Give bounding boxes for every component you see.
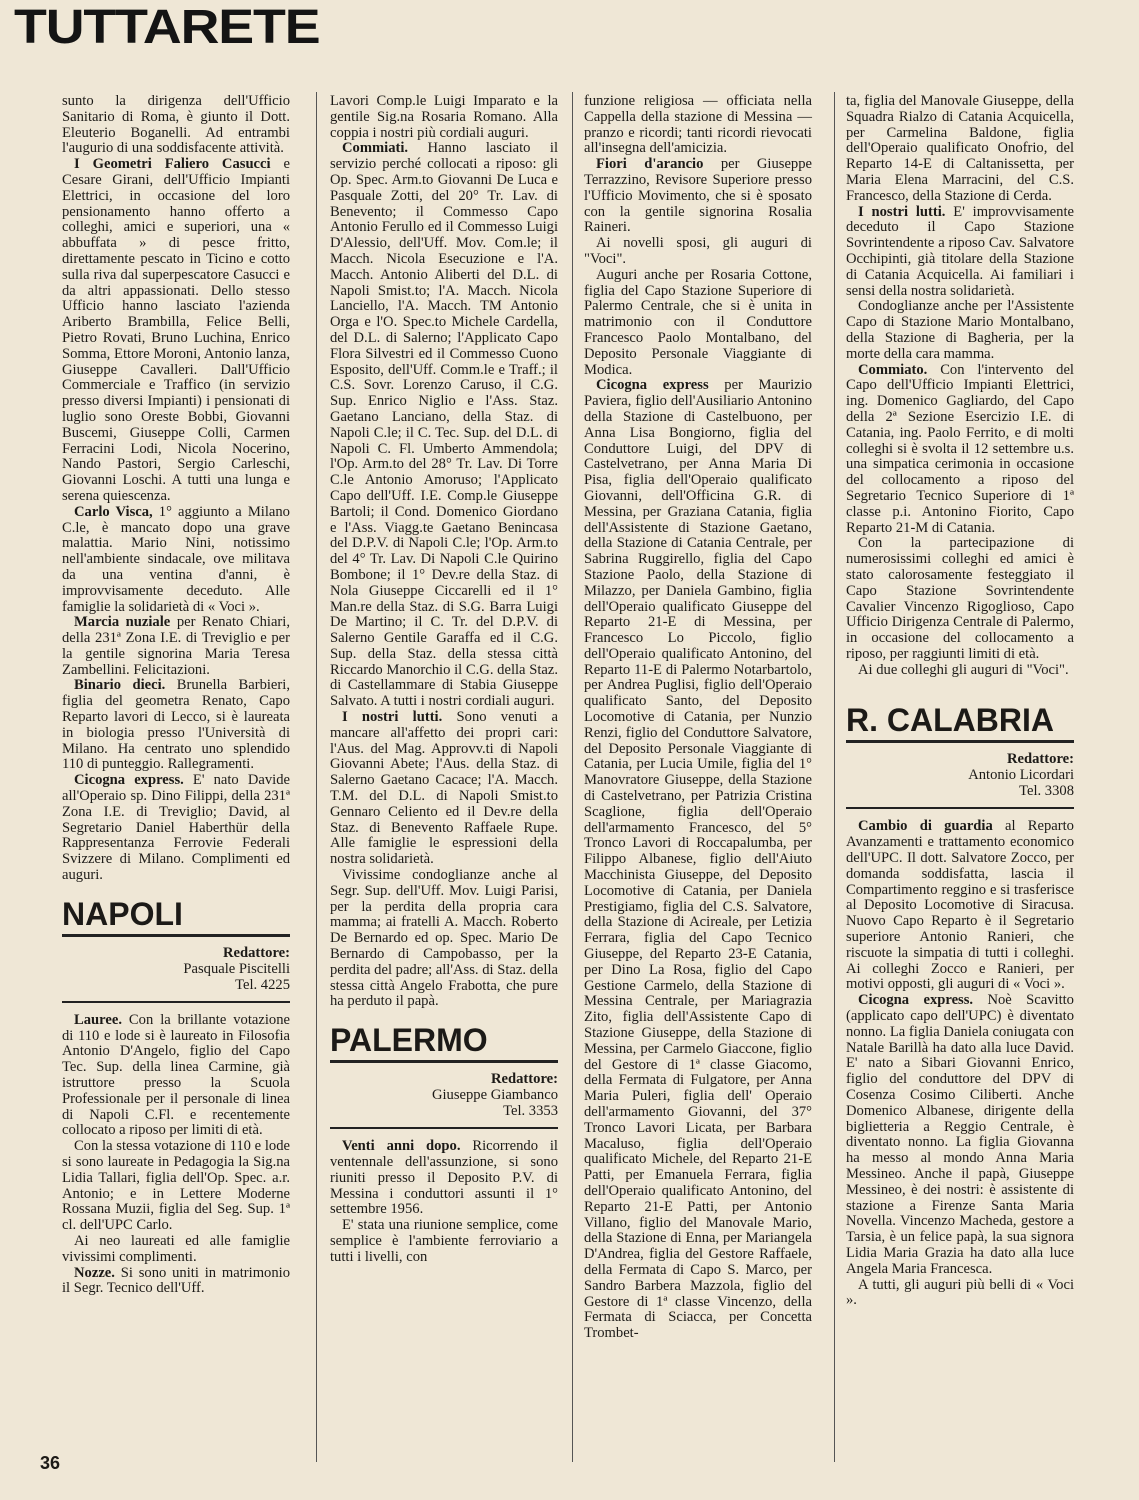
paragraph-lead: Carlo Visca, xyxy=(74,503,153,520)
paragraph: Lauree. Con la brillante votazione di 110 e lode si è laureato in Filosofia Antonio D'Angelo, figlio del Capo Tec. Sup. della linea Carmine, già istruttore presso la Scuola Professionale per il personale di linea di Napoli C.Fl. e recentemente collocato a riposo per limiti di età. xyxy=(62,1011,290,1139)
paragraph: I nostri lutti. E' improvvisamente deceduto il Capo Stazione Sovrintendente a riposo Cav. Salvatore Occhipinti, già titolare della Stazione di Catania Acquicella. Ai familiari i sensi della nostra solidarietà. xyxy=(846,203,1074,299)
paragraph: Ai due colleghi gli auguri di "Voci". xyxy=(858,661,1069,678)
magazine-header-title: TUTTARETE xyxy=(14,1,320,54)
paragraph: ta, figlia del Manovale Giuseppe, della Squadra Rialzo di Catania Acquicella, per Carmelina Baldone, figlia dell'Operaio qualificato Onofrio, del Reparto 14-E di Caltanissetta, per Maria Elena Marracini, del C.S. Francesco, della Stazione di Cerda. xyxy=(846,93,1074,204)
editor-tel: Tel. 3353 xyxy=(503,1103,558,1120)
column-divider xyxy=(834,92,835,1462)
paragraph: Lavori Comp.le Luigi Imparato e la gentile Sig.na Rosaria Romano. Alla coppia i nostri più cordiali auguri. xyxy=(330,93,558,141)
paragraph: Ai neo laureati ed alle famiglie vivissimi complimenti. xyxy=(62,1233,290,1265)
paragraph-lead: Commiato. xyxy=(858,361,928,378)
paragraph: Vivissime condoglianze anche al Segr. Sup. dell'Uff. Mov. Luigi Parisi, per la perdita della propria cara mamma; ai fratelli A. Macch. Roberto De Bernardo ed op. Spec. Mario De Bernardo di Campobasso, per la perdita del padre; all'Ass. di Staz. della stessa città Angelo Frabotta, che pure ha perduto il papà. xyxy=(330,867,558,1010)
paragraph: Venti anni dopo. Ricorrendo il ventennale dell'assunzione, si sono riuniti presso il Deposito P.V. di Messina i conduttori assunti il 1° settembre 1956. xyxy=(330,1138,558,1218)
paragraph-lead: Cicogna express. xyxy=(74,772,184,789)
section-title-calabria: R. CALABRIA xyxy=(846,702,1054,739)
paragraph: Ai novelli sposi, gli auguri di "Voci". xyxy=(584,235,812,267)
column-4 xyxy=(846,94,1074,1309)
paragraph-lead: I Geometri Faliero Casucci xyxy=(74,156,271,173)
editor-label: Redattore: xyxy=(1007,751,1074,768)
editor-label: Redattore: xyxy=(491,1071,558,1088)
editor-name: Pasquale Piscitelli xyxy=(183,960,290,977)
section-title-palermo: PALERMO xyxy=(330,1022,488,1059)
editor-rule xyxy=(846,807,1074,809)
page-number: 36 xyxy=(40,1453,61,1473)
paragraph: Con la stessa votazione di 110 e lode si sono laureate in Pedagogia la Sig.na Lidia Tallari, figlia dell'Op. Spec. a.r. Antonio; e in Lettere Moderne Rossana Muzii, figlia del Seg. Sup. 1ª cl. dell'UPC Carlo. xyxy=(62,1138,290,1234)
paragraph-lead: Commiati. xyxy=(342,140,409,157)
editor-rule xyxy=(330,1127,558,1129)
paragraph: Binario dieci. Brunella Barbieri, figlia del geometra Renato, Capo Reparto lavori di Lecco, si è laureata in biologia presso l'Università di Milano. Ha centrato uno splendido 110 di punteggio. Rallegramenti. xyxy=(62,677,290,773)
paragraph-lead: I nostri lutti. xyxy=(858,203,946,220)
editor-block xyxy=(846,751,1074,799)
paragraph: Nozze. Si sono uniti in matrimonio il Segr. Tecnico dell'Uff. xyxy=(62,1264,290,1297)
paragraph-lead: Marcia nuziale xyxy=(74,614,171,631)
section-rule xyxy=(330,1060,558,1063)
editor-block xyxy=(62,945,290,993)
paragraph-lead: Lauree. xyxy=(74,1011,122,1028)
paragraph-lead: Nozze. xyxy=(74,1264,115,1281)
paragraph: E' stata una riunione semplice, come semplice è l'ambiente ferroviario a tutti i livelli, con xyxy=(330,1217,558,1265)
paragraph-lead: Cambio di guardia xyxy=(858,818,993,835)
editor-tel: Tel. 3308 xyxy=(1019,783,1074,800)
editor-name: Antonio Licordari xyxy=(968,767,1074,784)
editor-rule xyxy=(62,1001,290,1003)
section-calabria xyxy=(846,702,1074,809)
paragraph: Cicogna express. E' nato Davide all'Operaio sp. Dino Filippi, della 231ª Zona I.E. di Treviglio; David, al Segretario Daniel Haberthür della Rappresentanza Ferrovie Federali Svizzere di Milano. Complimenti ed auguri. xyxy=(62,772,290,884)
paragraph-lead: Fiori d'arancio xyxy=(596,156,704,173)
paragraph: Con la partecipazione di numerosissimi colleghi ed amici è stato calorosamente festeggiato il Capo Stazione Sovrintendente Cavalier Vincenzo Rigoglioso, Capo Ufficio Dirigenza Centrale di Palermo, in occasione del collocamento a riposo, per raggiunti limiti di età. xyxy=(846,535,1074,662)
column-divider xyxy=(316,92,317,1462)
column-3 xyxy=(584,94,812,1342)
column-divider xyxy=(572,92,573,1462)
paragraph: A tutti, gli auguri più belli di « Voci ». xyxy=(846,1276,1074,1309)
section-rule xyxy=(62,934,290,937)
column-2 xyxy=(330,94,558,1266)
editor-name: Giuseppe Giambanco xyxy=(431,1087,558,1104)
paragraph: Cicogna express. Noè Scavitto (applicato capo dell'UPC) è diventato nonno. La figlia Daniela coniugata con Natale Barillà ha dato alla luce David. E' nato a Sibari Giovanni Enrico, figlio del conduttore del DPV di Cosenza Cosimo Ciliberti. Anche Domenico Albanese, dirigente della biglietteria a Reggio Centrale, è diventato nonno. La figlia Giovanna ha messo al mondo Anna Maria Messineo. Anche il papà, Giuseppe Messineo, è dei nostri: è assistente di stazione a Firenze Santa Maria Novella. Vincenzo Macheda, gestore a Tarsia, è un felice papà, la sua signora Lidia Maria Grazia ha dato alla luce Angela Maria Francesca. xyxy=(846,992,1074,1277)
editor-tel: Tel. 4225 xyxy=(235,976,290,993)
paragraph: Cicogna express per Maurizio Paviera, figlio dell'Ausiliario Antonino della Stazione di Castelbuono, per Anna Lisa Bongiorno, figlia del Conduttore Luigi, del DPV di Castelvetrano, per Anna Maria Di Pisa, figlia dell'Operaio qualificato Giovanni, dell'Officina G.R. di Messina, per Graziana Catania, figlia dell'Assistente di Stazione Gaetano, della Stazione di Catania Centrale, per Sabrina Ruggirello, figlia del Capo Stazione Paolo, della Stazione di Milazzo, per Daniela Gambino, figlia dell'Operaio qualificato Giuseppe del Reparto 21-E di Messina, per Francesco Lo Piccolo, figlio dell'Operaio qualificato Antonino, del Reparto 11-E di Palermo Notarbartolo, per Andrea Puglisi, figlio dell'Operaio qualificato Santo, del Deposito Locomotive di Catania, per Nunzio Renzi, figlio del Conduttore Salvatore, del Deposito Personale Viaggiante di Catania, per Lucia Umile, figlia del 1° Manovratore Giuseppe, della Stazione di Castelvetrano, per Patrizia Cristina Scaglione, figlia dell'Operaio dell'armamento Francesco, del 5° Tronco Lavori di Roccapalumba, per Filippo Albanese, figlio dell'Aiuto Macchinista Giuseppe, del Deposito Locomotive di Catania, per Daniela Prestigiamo, figlia del C.S. Salvatore, della Stazione di Acireale, per Letizia Ferrara, figlia del Capo Tecnico Giuseppe, del Reparto 23-E Catania, per Dino La Rosa, figlio del Capo Gestione Carmelo, della Stazione di Messina Centrale, per Mariagrazia Zito, figlia dell'Assistente Capo di Stazione Giuseppe, della Stazione di Messina, per Carmelo Giaccone, figlio del Gestore di 1ª classe Giacomo, della Fermata di Fulgatore, per Anna Maria Puleri, figlia dell' Operaio dell'armamento Giovanni, del 37° Tronco Lavori Licata, per Barbara Macaluso, figlia dell'Operaio qualificato Michele, del Reparto 21-E Patti, per Emanuela Ferrara, figlia dell'Operaio qualificato Antonino, del Reparto 21-E Patti, per Antonio Villano, figlio del Manovale Mario, della Stazione di Enna, per Mariangela D'Andrea, figlia del Gestore Raffaele, della Fermata di Capo S. Marco, per Sandro Barbera Mazzola, figlio del Gestore di 1ª classe Vincenzo, della Fermata di Sciacca, per Concetta Trombet- xyxy=(584,377,813,1342)
paragraph-lead: Cicogna express. xyxy=(858,992,974,1009)
paragraph: I nostri lutti. Sono venuti a mancare all'affetto dei propri cari: l'Aus. del Mag. Approvv.ti di Napoli Giovanni Abete; l'Aus. della Staz. di Salerno Gaetano Cacace; l'A. Macch. T.M. del D.L. di Napoli Smist.to Gennaro Celiento ed il Dev.re della Staz. di Benevento Raffaele Rupe. Alle famiglie le espressioni della nostra solidarietà. xyxy=(330,709,558,868)
section-palermo xyxy=(330,1022,558,1129)
paragraph: Fiori d'arancio per Giuseppe Terrazzino, Revisore Superiore presso l'Ufficio Movimento, che si è sposato con la gentile signorina Rosalia Raineri. xyxy=(584,156,812,236)
paragraph-lead: Cicogna express xyxy=(596,377,709,394)
editor-label: Redattore: xyxy=(223,944,290,961)
paragraph: sunto la dirigenza dell'Ufficio Sanitario di Roma, è giunto il Dott. Eleuterio Boganelli. Ad entrambi l'augurio di una soddisfacente attività. xyxy=(62,93,290,157)
column-1 xyxy=(62,94,290,1297)
paragraph: Carlo Visca, 1° aggiunto a Milano C.le, è mancato dopo una grave malattia. Mario Nini, notissimo nell'ambiente sindacale, ove militava da una ventina d'anni, è improvvisamente deceduto. Alle famiglie la solidarietà di « Voci ». xyxy=(62,503,290,615)
paragraph-lead: Binario dieci. xyxy=(74,677,166,694)
section-rule xyxy=(846,740,1074,743)
section-napoli xyxy=(62,896,290,1003)
paragraph: Marcia nuziale per Renato Chiari, della 231ª Zona I.E. di Treviglio e per la gentile signorina Maria Teresa Zambellini. Felicitazioni. xyxy=(62,614,290,678)
paragraph: Condoglianze anche per l'Assistente Capo di Stazione Mario Montalbano, della Stazione di Bagheria, per la morte della cara mamma. xyxy=(846,298,1074,362)
paragraph-lead: I nostri lutti. xyxy=(342,709,443,726)
paragraph: funzione religiosa — officiata nella Cappella della stazione di Messina — pranzo e ricordi; tanti ricordi rievocati all'insegna dell'amicizia. xyxy=(584,93,812,157)
paragraph: Commiato. Con l'intervento del Capo dell'Ufficio Impianti Elettrici, ing. Domenico Gagliardo, del Capo della 2ª Sezione Esercizio I.E. di Catania, ing. Paolo Ferrito, e di molti colleghi si è svolta il 12 settembre u.s. una simpatica cerimonia in occasione del collocamento a riposo del Segretario Tecnico Superiore di 1ª classe p.i. Antonino Fiorito, Capo Reparto 21-M di Catania. xyxy=(846,361,1074,536)
paragraph: I Geometri Faliero Casucci e Cesare Girani, dell'Ufficio Impianti Elettrici, in occasione del loro pensionamento hanno offerto a colleghi, amici e superiori, una « abbuffata » di pesce fritto, direttamente pescato in Ticino e cotto sulla riva dal superpescatore Casucci e da altri appassionati. Dello stesso Ufficio hanno lasciato l'azienda Ariberto Brambilla, Felice Belli, Pietro Rovati, Bruno Luchina, Enrico Somma, Ettore Moroni, Antonio lanza, Giuseppe Cavalleri. Dall'Ufficio Commerciale e Traffico (in servizio presso diversi Impianti) i pensionati di luglio sono Oreste Bobbi, Giovanni Buscemi, Giuseppe Colli, Carmen Ferracini Lodi, Nicola Nocerino, Nando Pastori, Sergio Carleschi, Giovanni Loschi. A tutti una lunga e serena quiescenza. xyxy=(62,156,290,504)
paragraph-lead: Venti anni dopo. xyxy=(342,1138,461,1155)
section-title-napoli: NAPOLI xyxy=(62,895,183,932)
editor-block xyxy=(330,1071,558,1119)
paragraph: Cambio di guardia al Reparto Avanzamenti e trattamento economico dell'UPC. Il dott. Salvatore Zocco, per domanda soddisfatta, lascia il Compartimento reggino e si trasferisce al Deposito Locomotive di Siracusa. Nuovo Capo Reparto è il Segretario superiore Antonio Ranieri, che riscuote la simpatia di tutti i colleghi. Ai colleghi Zocco e Ranieri, per motivi opposti, gli auguri di « Voci ». xyxy=(846,818,1074,993)
paragraph: Commiati. Hanno lasciato il servizio perché collocati a riposo: gli Op. Spec. Arm.to Giovanni De Luca e Pasquale Zotti, del 20° Tr. Lav. di Benevento; il Commesso Capo Antonio Ferullo ed il Commesso Luigi D'Alessio, dell'Uff. Mov. Com.le; il Macch. Nicola Esecuzione e l'A. Macch. Antonio Aliberti del D.L. di Napoli Smist.to; l'A. Macch. Nicola Lanciello, l'A. Macch. TM Antonio Orga e l'O. Spec.to Michele Cardella, del D.L. di Salerno; l'Applicato Capo Flora Silvestri ed il Commesso Cuono Esposito, dell'Uff. Comm.le e Traff.; il C.S. Sovr. Lorenzo Caruso, il C.G. Sup. Enrico Niglio e l'Ass. Staz. Gaetano Lanciano, della Staz. di Napoli C.le; il C. Tec. Sup. del D.L. di Napoli C. Fl. Umberto Ammendola; l'Op. Arm.to del 28° Tr. Lav. Di Torre C.le Antonio Amoruso; l'Applicato Capo dell'Uff. I.E. Comp.le Giuseppe Bartoli; il Cond. Domenico Giordano e l'Ass. Viagg.te Gaetano Benincasa del D.P.V. di Napoli C.le; l'Op. Arm.to del 4° Tr. Lav. Di Napoli C.le Quirino Bombone; il 1° Dev.re della Staz. di Nola Giuseppe Ciccarelli ed il 1° Man.re della Staz. di S.G. Barra Luigi De Martino; il C. Tr. del D.P.V. di Salerno Gentile Garaffa ed il C.G. Sup. della Staz. della stessa città Riccardo Manorchio il C.G. della Staz. di Castellammare di Stabia Giuseppe Salvato. A tutti i nostri cordiali auguri. xyxy=(330,140,559,710)
paragraph: Auguri anche per Rosaria Cottone, figlia del Capo Stazione Superiore di Palermo Centrale, che si è unita in matrimonio con il Conduttore Francesco Paolo Montalbano, del Deposito Personale Viaggiante di Modica. xyxy=(584,266,812,378)
